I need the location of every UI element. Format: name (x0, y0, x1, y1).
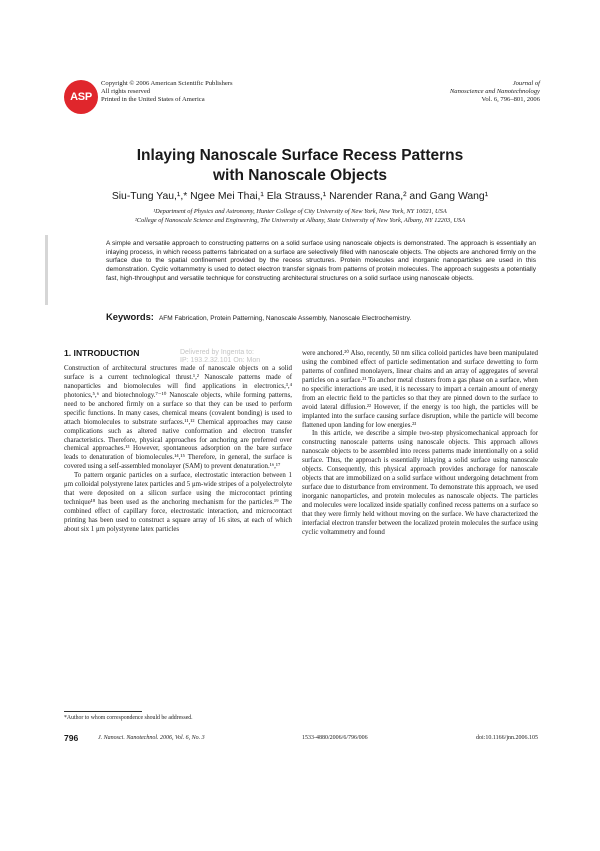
watermark (180, 349, 260, 365)
rights-line: All rights reserved (101, 88, 151, 96)
article-title (60, 146, 540, 186)
footnote-rule (64, 711, 142, 712)
doi: doi:10.1166/jnn.2006.105 (476, 735, 538, 741)
printed-line: Printed in the United States of America (101, 96, 205, 104)
watermark-line-2: IP: 193.2.32.101 On: Mon (180, 357, 261, 364)
left-column (64, 365, 292, 535)
paragraph: In this article, we describe a simple two-step physicomechanical approach for constructing nanoscale patterns using nanoscale objects. This approach allows nanoscale objects to be assembled into recess patterns made intentionally on a solid surface. Thus, the approach is essentially inlaying a solid surface using nanoscale objects. Consequently, this physical approach provides anchorage for nanoscale objects that are immobilized on a solid surface without undergoing detachment from surface due to disturbance from environment. To demonstrate this approach, we used inorganic nanoparticles, and protein molecules as nanoscale objects. The particles and molecules were localized inside spatially confined recess patterns on a surface so that they were firmly held without moving on the surface. We have characterized the interfacial electron transfer between the localized protein molecules the surface using cyclic voltammetry and found (302, 430, 538, 536)
affiliation-1: ¹Department of Physics and Astronomy, Hunter College of City University of New York, New York, NY 10021, USA (153, 208, 447, 215)
section-heading: 1. INTRODUCTION (64, 348, 140, 358)
author-list: Siu-Tung Yau,¹,* Ngee Mei Thai,¹ Ela Strauss,¹ Narender Rana,² and Gang Wang¹ (111, 191, 489, 202)
publisher-info (101, 80, 233, 105)
title-line-2: with Nanoscale Objects (213, 167, 387, 184)
journal-name: Nanoscience and Nanotechnology (449, 88, 540, 96)
journal-volume: Vol. 6, 796–801, 2006 (481, 96, 540, 104)
abstract: A simple and versatile approach to constructing patterns on a solid surface using nanoscale objects is demonstrated. The approach is essentially an inlaying process, in which recess patterns fabricated on a surface are selectively filled with nanoscale objects. The objects are anchored firmly on the surface due to the spatial confinement provided by the recess structures. Protein molecules and inorganic nanoparticles are used in this demonstration. Cyclic voltammetry is used to detect electron transfer signals from patterns of protein molecules. The approach suggests a potentially fast, high-throughput and versatile technique for constructing architectural structures on a solid surface using nanoscale objects. (106, 240, 536, 282)
paragraph: To pattern organic particles on a surface, electrostatic interaction between 1 μm colloidal polystyrene latex particles and 5 μm-wide stripes of a polyelectrolyte that were deposited on a silicon surface using the microcontact printing technique¹⁸ has been used as the anchoring mechanism for the particles.¹⁹ The combined effect of capillary force, electrostatic interaction, and microcontact printing has been used to construct a square array of 16 sites, at each of which about six 1 μm polystyrene latex particles (64, 472, 292, 533)
paragraph: were anchored.²⁰ Also, recently, 50 nm silica colloid particles have been manipulated using the combined effect of particle sedimentation and surface dewetting to form patterns of confined monolayers, linear chains and an array of aggregates of several particles on a surface.²¹ To anchor metal clusters from a gas phase on a surface, when no specific interactions are used, it is necessary to impart a certain amount of energy from an electric field to the particles so that they are pinned down to the surface to avoid lateral diffusion.²² However, if the energy is too high, the particles will be implanted into the surface causing surface disruption, while the particle will become flattened upon landing for low energies.²³ (302, 350, 538, 429)
keywords-list: AFM Fabrication, Protein Patterning, Nanoscale Assembly, Nanoscale Electrochemistry. (158, 315, 412, 322)
margin-bar (45, 235, 48, 305)
footnote: *Author to whom correspondence should be addressed. (64, 715, 193, 721)
journal-line-1: Journal of (512, 80, 540, 87)
page-number: 796 (64, 733, 79, 743)
issn: 1533-4880/2006/6/796/006 (302, 735, 368, 741)
publisher-logo-text: ASP (70, 91, 92, 103)
keywords (106, 313, 536, 324)
watermark-line-1: Delivered by Ingenta to: (180, 349, 254, 356)
copyright-line: Copyright © 2006 American Scientific Publishers (101, 80, 233, 87)
right-column (302, 350, 538, 538)
journal-info (450, 80, 540, 105)
keywords-label: Keywords: (106, 311, 154, 322)
publisher-logo (64, 80, 98, 114)
title-line-1: Inlaying Nanoscale Surface Recess Patterns (136, 147, 464, 164)
journal-citation: J. Nanosci. Nanotechnol. 2006, Vol. 6, No. 3 (98, 735, 205, 741)
affiliation-2: ²College of Nanoscale Science and Engineering, The University at Albany, State University of New York, Albany, NY 12203, USA (134, 217, 466, 224)
paragraph: Construction of architectural structures made of nanoscale objects on a solid surface is a current technological thrust.¹,² Nanoscale patterns made of nanoparticles and biomolecules will find applications in electronics,³,⁴ photonics,⁵,⁶ and biotechnology.⁷⁻¹⁰ Nanoscale objects, while forming patterns, need to be anchored firmly on a surface so that they can be used to perform specific functions. In many cases, chemical means (covalent bonding) is used to attach biomolecules to substrate surfaces.¹¹,¹² Chemical approaches may cause complications such as altered native conformation and electron transfer characteristics. Therefore, physical approaches for anchoring are preferred over chemical approaches.¹³ However, spontaneous adsorption on the bare surface leads to denaturation of biomolecules.¹⁴,¹⁵ Therefore, in general, the surface is covered using a self-assembled monolayer (SAM) to prevent denaturation.¹⁶,¹⁷ (64, 365, 292, 471)
